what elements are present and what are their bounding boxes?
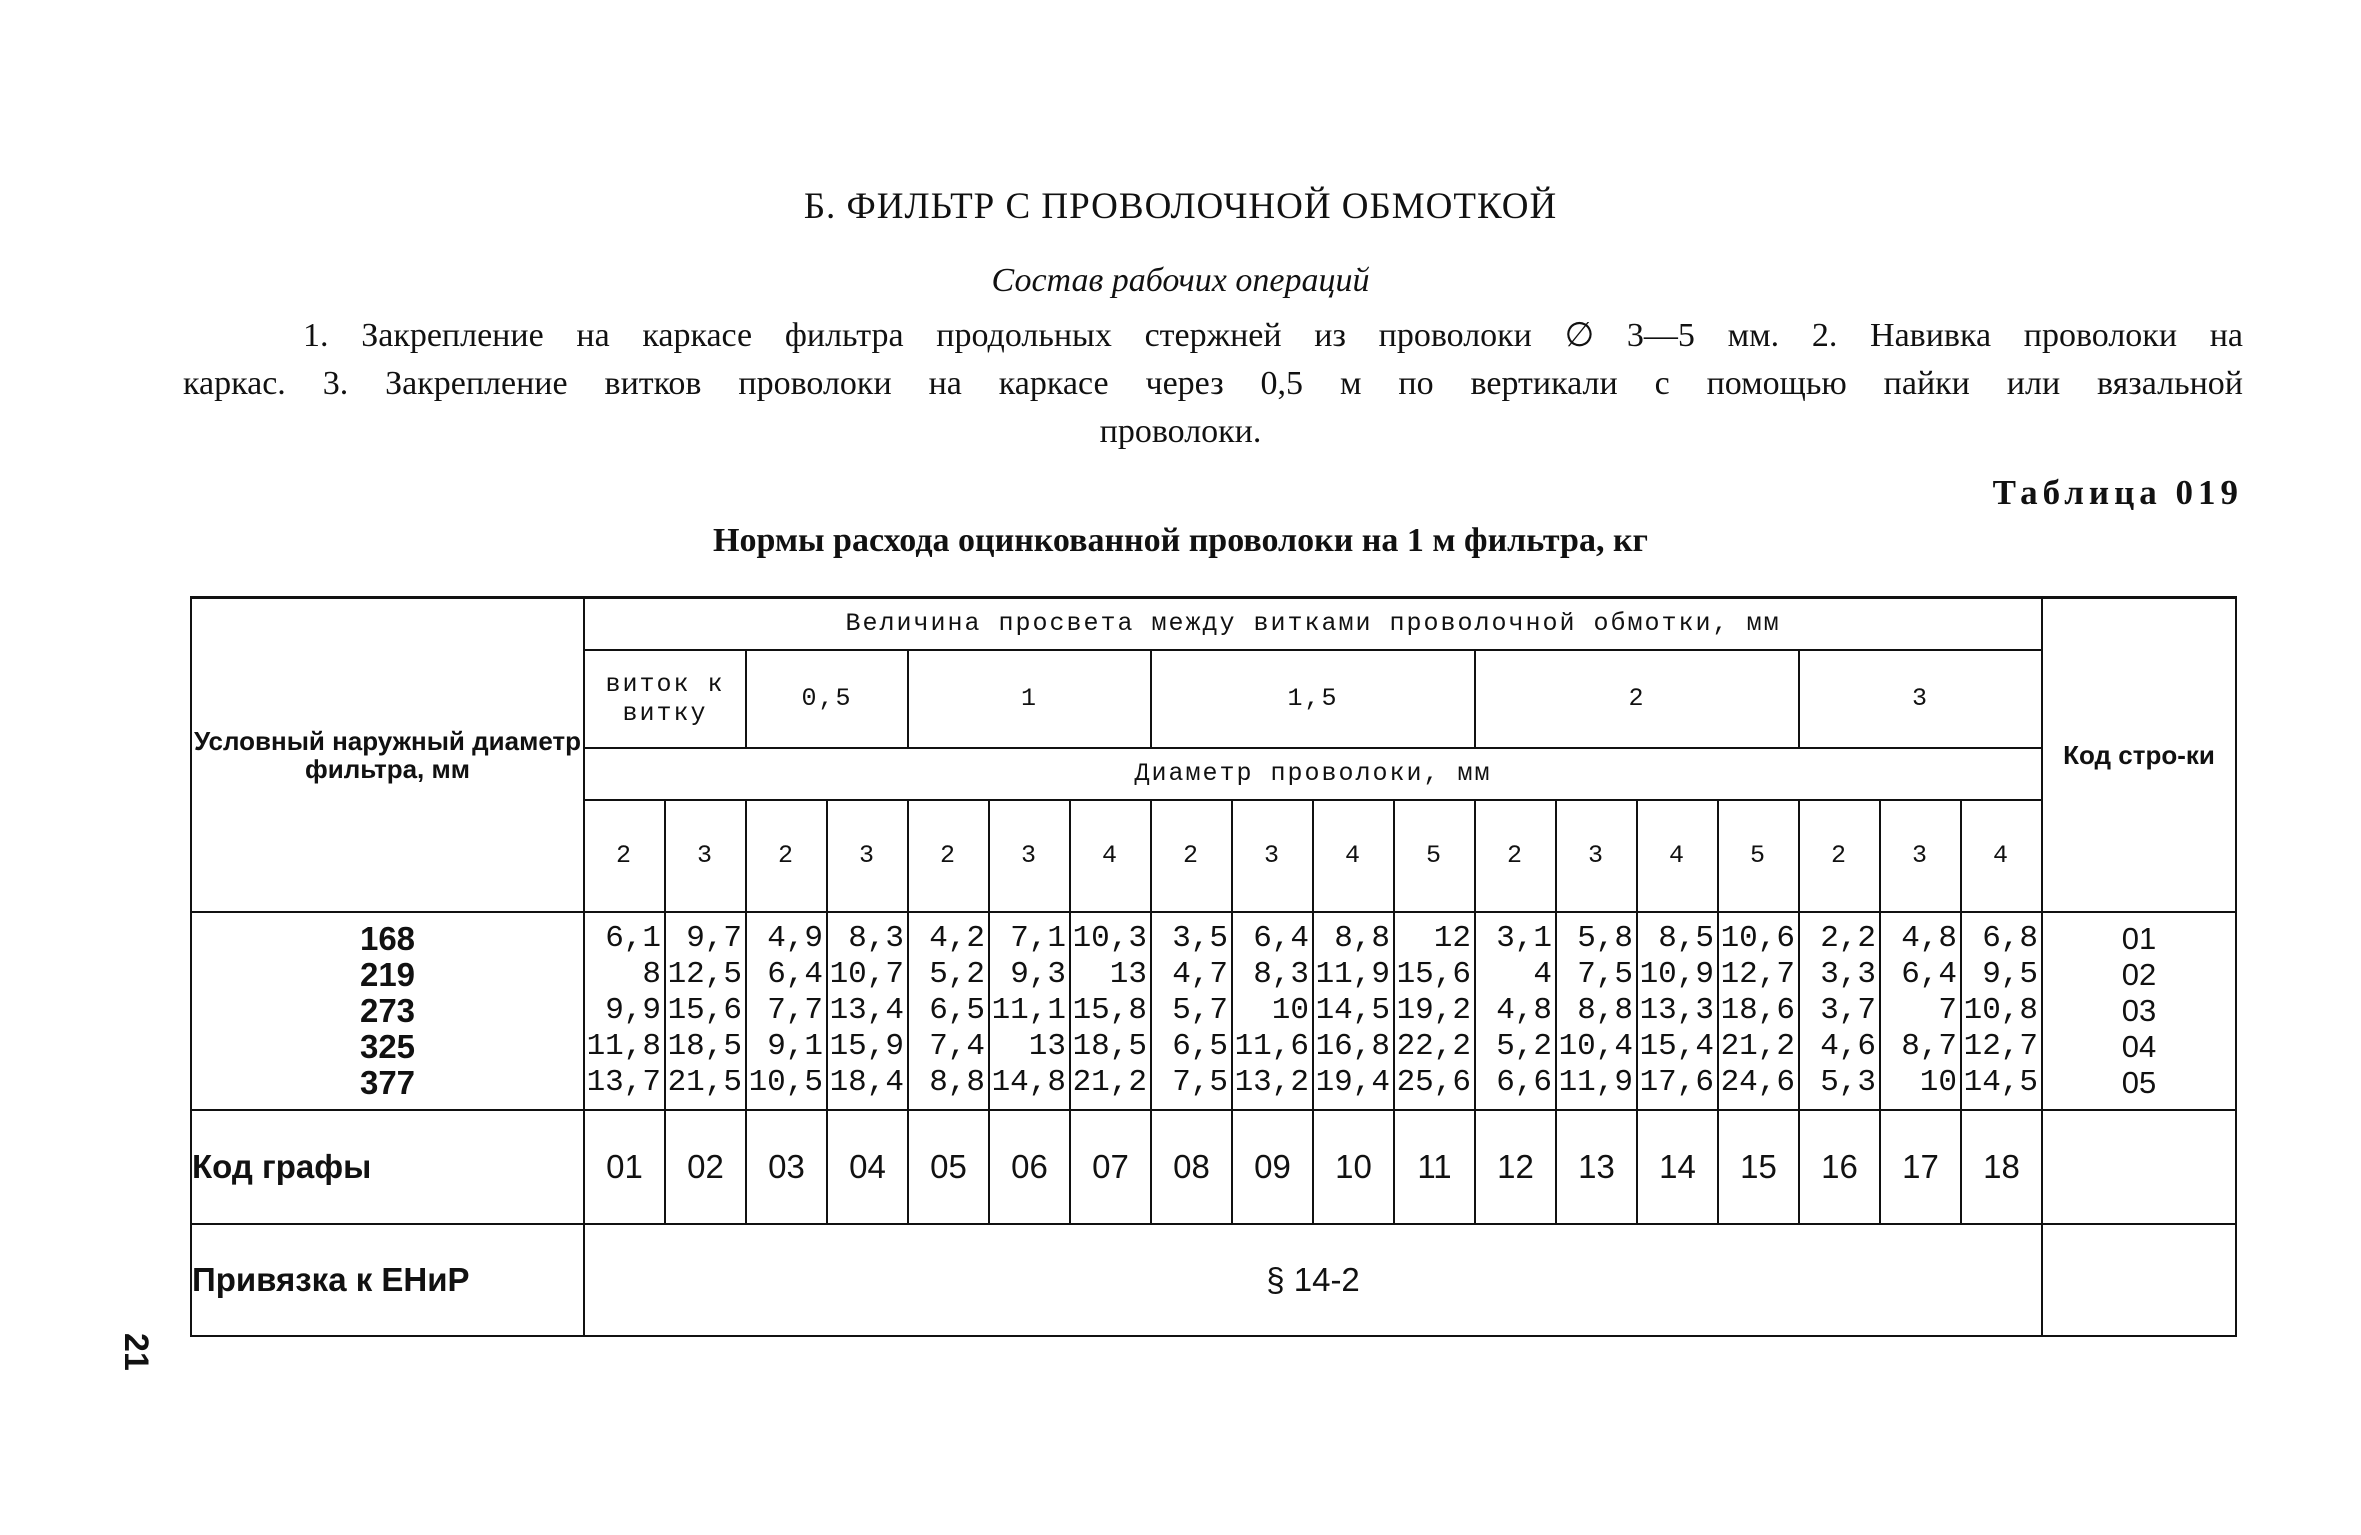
norm-value: 4,8 [1496, 992, 1552, 1028]
column-code-6: 06 [989, 1110, 1070, 1224]
enir-label: Привязка к ЕНиР [191, 1224, 584, 1336]
norm-value: 18,6 [1720, 992, 1795, 1028]
column-code-4: 04 [827, 1110, 908, 1224]
norm-value: 4 [1533, 956, 1552, 992]
norm-value: 7,1 [1010, 920, 1066, 956]
norm-value: 10 [1919, 1064, 1957, 1100]
norm-value: 5,2 [929, 956, 985, 992]
operations-text-line-1: 1. Закрепление на каркасе фильтра продольных стержней из проволоки ∅ 3—5 мм. 2. Навивка проволоки на [303, 317, 2243, 354]
table-number: Таблица 019 [1992, 473, 2243, 512]
norm-value: 6,6 [1496, 1064, 1552, 1100]
norm-value: 15,9 [829, 1028, 904, 1064]
norm-column-2 [665, 912, 746, 1110]
norm-column-14 [1637, 912, 1718, 1110]
column-code-16: 16 [1799, 1110, 1880, 1224]
wire-diameter-10: 4 [1313, 800, 1394, 912]
norm-column-4 [827, 912, 908, 1110]
row-code: 05 [2121, 1064, 2157, 1100]
norm-value: 6,4 [767, 956, 823, 992]
norm-value: 9,5 [1982, 956, 2039, 992]
norm-value: 18,5 [1072, 1028, 1147, 1064]
norm-value: 15,4 [1639, 1028, 1714, 1064]
norm-value: 4,8 [1901, 920, 1957, 956]
norm-value: 18,5 [667, 1028, 742, 1064]
wire-diameter-7: 4 [1070, 800, 1151, 912]
norm-value: 6,4 [1901, 956, 1957, 992]
filter-diameter: 377 [359, 1063, 416, 1101]
norm-value: 5,3 [1820, 1064, 1876, 1100]
norm-value: 13 [1109, 956, 1147, 992]
row-code: 03 [2121, 992, 2157, 1028]
gap-group-2: 0,5 [746, 650, 908, 748]
norm-value: 13 [1028, 1028, 1066, 1064]
norm-column-12 [1475, 912, 1556, 1110]
norm-value: 5,2 [1496, 1028, 1552, 1064]
norm-value: 8,8 [1334, 920, 1390, 956]
norm-value: 10,4 [1558, 1028, 1633, 1064]
table-caption: Нормы расхода оцинкованной проволоки на 1 м фильтра, кг [713, 522, 1648, 559]
column-code-3: 03 [746, 1110, 827, 1224]
norm-value: 10,5 [748, 1064, 823, 1100]
norm-value: 24,6 [1720, 1064, 1795, 1100]
section-title: Б. ФИЛЬТР С ПРОВОЛОЧНОЙ ОБМОТКОЙ [803, 186, 1558, 227]
norm-value: 15,6 [667, 992, 742, 1028]
norm-value: 10,6 [1720, 920, 1795, 956]
norm-value: 15,6 [1396, 956, 1471, 992]
norm-value: 6,4 [1253, 920, 1309, 956]
norm-value: 11,9 [1558, 1064, 1633, 1100]
wire-diameter-5: 2 [908, 800, 989, 912]
gap-header: Величина просвета между витками проволочной обмотки, мм [584, 598, 2042, 650]
norm-value: 18,4 [829, 1064, 904, 1100]
wire-diameter-16: 2 [1799, 800, 1880, 912]
norm-column-15 [1718, 912, 1799, 1110]
norm-value: 8,8 [929, 1064, 985, 1100]
operations-text-line-2: каркас. 3. Закрепление витков проволоки на каркасе через 0,5 м по вертикали с помощью пайки или вязальной [183, 365, 2243, 402]
norm-value: 3,5 [1172, 920, 1228, 956]
enir-ref: § 14-2 [584, 1224, 2042, 1336]
norm-value: 13,3 [1639, 992, 1714, 1028]
norm-value: 5,7 [1172, 992, 1228, 1028]
norm-value: 4,7 [1172, 956, 1228, 992]
norm-value: 9,9 [605, 992, 661, 1028]
wire-diameter-3: 2 [746, 800, 827, 912]
column-code-12: 12 [1475, 1110, 1556, 1224]
wire-diameter-12: 2 [1475, 800, 1556, 912]
norm-value: 7,4 [929, 1028, 985, 1064]
norm-value: 19,4 [1315, 1064, 1390, 1100]
norm-value: 12,7 [1720, 956, 1795, 992]
norm-value: 10,3 [1072, 920, 1147, 956]
norm-value: 3,7 [1820, 992, 1876, 1028]
norm-value: 13,4 [829, 992, 904, 1028]
row-code: 02 [2121, 956, 2157, 992]
column-code-5: 05 [908, 1110, 989, 1224]
column-code-14: 14 [1637, 1110, 1718, 1224]
wire-diameter-2: 3 [665, 800, 746, 912]
norm-column-18 [1961, 912, 2042, 1110]
operations-title: Состав рабочих операций [991, 262, 1370, 299]
filter-diameter-header: Условный наружный диаметр фильтра, мм [191, 598, 584, 912]
norm-value: 10,8 [1963, 992, 2039, 1028]
norm-value: 4,9 [767, 920, 823, 956]
column-code-2: 02 [665, 1110, 746, 1224]
norm-column-5 [908, 912, 989, 1110]
wire-diameter-17: 3 [1880, 800, 1961, 912]
enir-blank [2042, 1224, 2236, 1336]
norm-value: 7,5 [1172, 1064, 1228, 1100]
norm-column-3 [746, 912, 827, 1110]
norm-value: 7 [1938, 992, 1957, 1028]
norm-value: 4,2 [929, 920, 985, 956]
column-code-9: 09 [1232, 1110, 1313, 1224]
norm-column-7 [1070, 912, 1151, 1110]
column-code-18: 18 [1961, 1110, 2042, 1224]
norm-value: 12,7 [1963, 1028, 2039, 1064]
norm-column-17 [1880, 912, 1961, 1110]
norm-value: 9,7 [686, 920, 742, 956]
norm-column-13 [1556, 912, 1637, 1110]
norm-column-10 [1313, 912, 1394, 1110]
row-code: 01 [2121, 920, 2157, 956]
norms-table [190, 596, 2237, 1337]
norm-value: 21,5 [667, 1064, 742, 1100]
norm-value: 25,6 [1396, 1064, 1471, 1100]
gap-group-3: 1 [908, 650, 1151, 748]
wire-diameter-1: 2 [584, 800, 665, 912]
norm-value: 5,8 [1577, 920, 1633, 956]
norm-value: 10 [1271, 992, 1309, 1028]
norm-value: 11,9 [1315, 956, 1390, 992]
gap-group-4: 1,5 [1151, 650, 1475, 748]
norm-value: 19,2 [1396, 992, 1471, 1028]
norm-value: 11,8 [586, 1028, 661, 1064]
norm-value: 17,6 [1639, 1064, 1714, 1100]
norm-value: 8,5 [1658, 920, 1714, 956]
column-code-label: Код графы [191, 1110, 584, 1224]
norm-value: 21,2 [1720, 1028, 1795, 1064]
norm-value: 11,6 [1234, 1028, 1309, 1064]
norm-value: 8,3 [848, 920, 904, 956]
norm-column-16 [1799, 912, 1880, 1110]
norm-value: 8,8 [1577, 992, 1633, 1028]
norm-value: 6,8 [1982, 920, 2039, 956]
norm-value: 8,3 [1253, 956, 1309, 992]
norm-value: 11,1 [991, 992, 1066, 1028]
row-code: 04 [2121, 1028, 2157, 1064]
norm-value: 6,5 [1172, 1028, 1228, 1064]
column-code-10: 10 [1313, 1110, 1394, 1224]
wire-diameter-18: 4 [1961, 800, 2042, 912]
filter-diameter: 168 [359, 919, 416, 957]
norm-value: 12 [1433, 920, 1471, 956]
norm-value: 3,3 [1820, 956, 1876, 992]
page-number: 21 [117, 1333, 155, 1371]
norm-value: 9,1 [767, 1028, 823, 1064]
column-code-blank [2042, 1110, 2236, 1224]
wire-diameter-13: 3 [1556, 800, 1637, 912]
norm-value: 9,3 [1010, 956, 1066, 992]
filter-diameter: 325 [359, 1027, 416, 1065]
norm-value: 3,1 [1496, 920, 1552, 956]
norm-value: 22,2 [1396, 1028, 1471, 1064]
norm-value: 15,8 [1072, 992, 1147, 1028]
column-code-17: 17 [1880, 1110, 1961, 1224]
column-code-1: 01 [584, 1110, 665, 1224]
norm-value: 12,5 [667, 956, 742, 992]
column-code-15: 15 [1718, 1110, 1799, 1224]
wire-diameter-9: 3 [1232, 800, 1313, 912]
gap-group-5: 2 [1475, 650, 1799, 748]
gap-group-6: 3 [1799, 650, 2042, 748]
wire-diameter-header: Диаметр проволоки, мм [584, 748, 2042, 800]
column-code-11: 11 [1394, 1110, 1475, 1224]
norm-value: 8,7 [1901, 1028, 1957, 1064]
operations-text-line-3: проволоки. [1099, 413, 1262, 450]
wire-diameter-15: 5 [1718, 800, 1799, 912]
norm-value: 8 [642, 956, 661, 992]
row-code-header: Код стро-ки [2042, 598, 2236, 912]
norm-value: 14,8 [991, 1064, 1066, 1100]
wire-diameter-4: 3 [827, 800, 908, 912]
norm-column-1 [584, 912, 665, 1110]
row-codes-cell [2042, 912, 2236, 1110]
norm-value: 10,9 [1639, 956, 1714, 992]
norm-value: 13,7 [586, 1064, 661, 1100]
wire-diameter-11: 5 [1394, 800, 1475, 912]
norm-column-11 [1394, 912, 1475, 1110]
column-code-7: 07 [1070, 1110, 1151, 1224]
column-code-13: 13 [1556, 1110, 1637, 1224]
norm-value: 6,1 [605, 920, 661, 956]
norm-value: 7,7 [767, 992, 823, 1028]
norm-value: 14,5 [1963, 1064, 2039, 1100]
norm-value: 13,2 [1234, 1064, 1309, 1100]
norm-value: 16,8 [1315, 1028, 1390, 1064]
norm-value: 21,2 [1072, 1064, 1147, 1100]
norm-column-8 [1151, 912, 1232, 1110]
filter-diameter: 219 [359, 955, 416, 993]
wire-diameter-14: 4 [1637, 800, 1718, 912]
wire-diameter-6: 3 [989, 800, 1070, 912]
norm-value: 10,7 [829, 956, 904, 992]
norm-value: 2,2 [1820, 920, 1876, 956]
norm-value: 14,5 [1315, 992, 1390, 1028]
norm-column-9 [1232, 912, 1313, 1110]
column-code-8: 08 [1151, 1110, 1232, 1224]
filter-diameters-cell [191, 912, 584, 1110]
gap-group-1: виток к витку [584, 650, 746, 748]
wire-diameter-8: 2 [1151, 800, 1232, 912]
norm-value: 6,5 [929, 992, 985, 1028]
norm-column-6 [989, 912, 1070, 1110]
filter-diameter: 273 [359, 991, 416, 1029]
norm-value: 7,5 [1577, 956, 1633, 992]
norm-value: 4,6 [1820, 1028, 1876, 1064]
